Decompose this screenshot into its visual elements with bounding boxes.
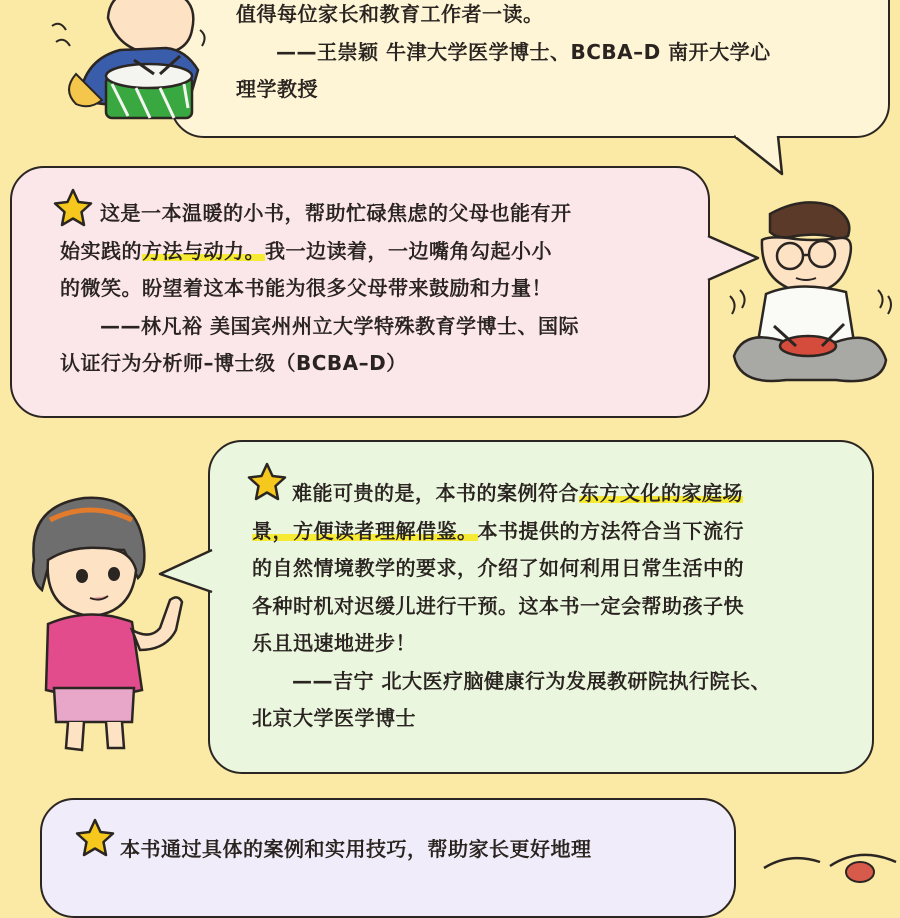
boy-with-drum-illustration: [50, 0, 210, 140]
quote-2-author-line-1: ——林凡裕 美国宾州州立大学特殊教育学博士、国际: [100, 313, 579, 338]
quote-4-line-1: 本书通过具体的案例和实用技巧，帮助家长更好地理: [120, 837, 592, 861]
quote-1-text: [236, 0, 771, 109]
quote-3-line-4: 各种时机对迟缓儿进行干预。这本书一定会帮助孩子快: [252, 593, 744, 618]
quote-3-author-line-2: 北京大学医学博士: [252, 706, 416, 730]
quote-1-author-line-1: ——王崇颖 牛津大学医学博士、BCBA–D 南开大学心: [276, 39, 771, 64]
quote-2-line-1: 这是一本温暖的小书，帮助忙碌焦虑的父母也能有开: [100, 201, 572, 225]
quote-4-text: [80, 831, 592, 869]
quote-2-line-3: 的微笑。盼望着这本书能为很多父母带来鼓励和力量！: [60, 276, 552, 300]
quote-3-line-2-end: 本书提供的方法符合当下流行: [477, 518, 744, 543]
quote-1-line-1: 值得每位家长和教育工作者一读。: [236, 2, 544, 26]
quote-3-line-1-start: 难能可贵的是，本书的案例符合: [292, 481, 579, 505]
quote-2-line-2-start: 始实践的: [60, 238, 142, 263]
quote-2-line-2: [60, 233, 579, 271]
quote-3-line-1: [252, 475, 771, 513]
quote-3-highlight-1: 东方文化的家庭场: [579, 481, 743, 505]
quote-3-line-5: 乐且迅速地进步！: [252, 631, 416, 655]
man-with-drum-illustration: [726, 196, 896, 410]
quote-1-author-line-2: 理学教授: [236, 77, 318, 101]
quote-2-author-line-2: 认证行为分析师–博士级（BCBA–D）: [60, 351, 407, 375]
bubble-1-tail: [730, 128, 810, 178]
quote-3-line-2: [252, 513, 771, 551]
quote-3-author-line-1: ——吉宁 北大医疗脑健康行为发展教研院执行院长、: [292, 668, 771, 693]
quote-2-highlight: 方法与动力。: [142, 238, 265, 263]
quote-2-line-2-end: 我一边读着，一边嘴角勾起小小: [265, 238, 552, 263]
woman-illustration: [20, 490, 200, 760]
quote-3-text: [252, 475, 771, 738]
quote-3-line-3: 的自然情境教学的要求，介绍了如何利用日常生活中的: [252, 556, 744, 580]
quote-3-highlight-2: 景，方便读者理解借鉴。: [252, 518, 478, 543]
quote-2-text: [60, 195, 579, 383]
